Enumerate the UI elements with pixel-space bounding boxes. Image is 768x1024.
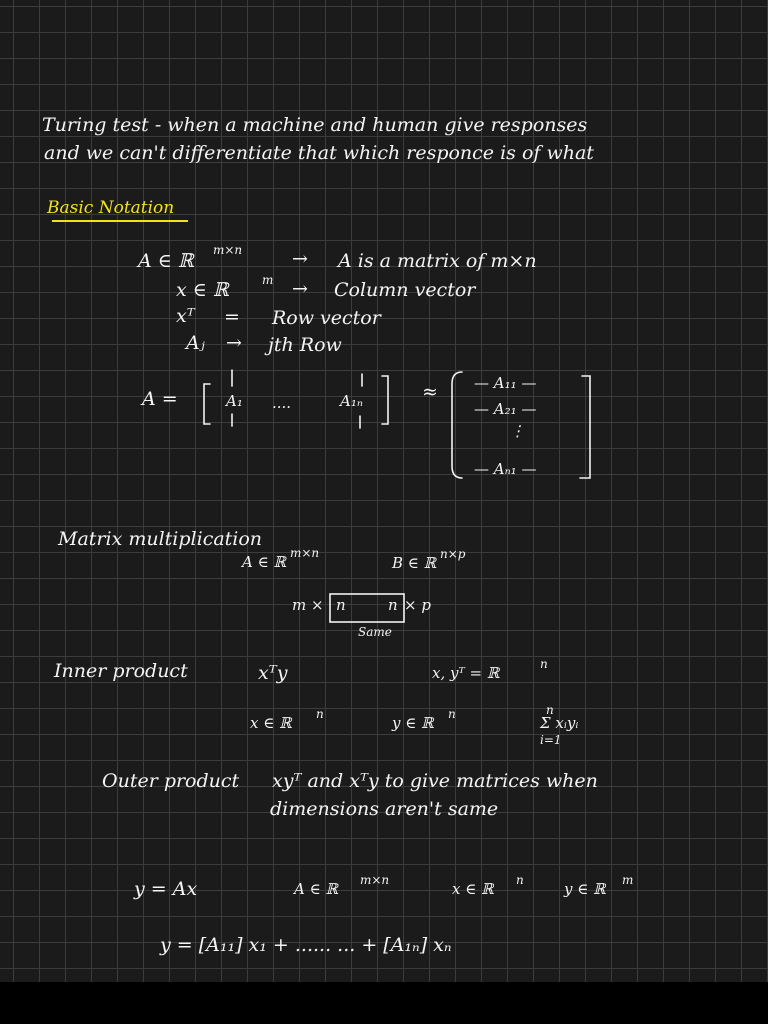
xy-in-r-sup: n	[540, 657, 548, 671]
column-an: A₁ₙ	[340, 392, 363, 410]
column-a1: A₁	[226, 392, 243, 410]
x-in-rn-sup: n	[316, 707, 324, 721]
equals: =	[224, 306, 240, 328]
a-j: Aⱼ	[186, 332, 205, 354]
x-in-r-n: x ∈ ℝ	[452, 880, 494, 898]
row-1: — A₁₁ —	[474, 374, 537, 392]
inner-dimension-box	[330, 594, 404, 622]
x-description: Column vector	[334, 279, 476, 301]
outer-product-text-2: dimensions aren't same	[270, 798, 499, 820]
sum-top: n	[546, 703, 554, 717]
a-in-r-mn-sup: m×n	[360, 873, 390, 887]
sum-expr: Σ xᵢyᵢ	[540, 714, 579, 732]
bottom-bar	[0, 982, 768, 1024]
y-in-rn-sup: n	[448, 707, 456, 721]
y-in-r-m: y ∈ ℝ	[564, 880, 606, 898]
arrow-2: →	[292, 278, 308, 300]
basic-notation-heading: Basic Notation	[47, 198, 175, 218]
column-expansion: y = [A₁₁] x₁ + ...... ... + [A₁ₙ] xₙ	[160, 934, 452, 956]
b-dimension-sup: n×p	[440, 547, 466, 561]
intro-line-1: Turing test - when a machine and human give responses	[42, 114, 588, 136]
row-2: — A₂₁ —	[474, 400, 537, 418]
y-in-rn: y ∈ ℝ	[392, 714, 434, 732]
column-bracket-left	[204, 384, 210, 424]
left-dimension: m ×	[292, 596, 324, 614]
a-dimension-sup: m×n	[290, 546, 320, 560]
arrow-1: →	[292, 248, 308, 270]
x-in-r: x ∈ ℝ	[176, 279, 229, 301]
a-equals: A =	[142, 388, 178, 410]
xy-in-r: x, yᵀ = ℝ	[432, 664, 500, 682]
sum-bottom: i=1	[540, 733, 562, 747]
arrow-3: →	[226, 332, 242, 354]
a-description: A is a matrix of m×n	[338, 250, 537, 272]
inner-product-expr: xᵀy	[258, 662, 288, 684]
right-dimension: × p	[404, 596, 431, 614]
inner-right: n	[388, 596, 398, 614]
a-in-r-sup: m×n	[213, 243, 243, 257]
column-dots: ....	[272, 394, 292, 412]
x-in-rn: x ∈ ℝ	[250, 714, 292, 732]
a-in-r: A ∈ ℝ	[138, 250, 194, 272]
y-equals-ax: y = Ax	[134, 878, 198, 900]
row-bracket-left	[452, 372, 462, 478]
xt-description: Row vector	[272, 307, 381, 329]
aj-description: jth Row	[268, 334, 342, 356]
column-bracket-right	[382, 376, 388, 424]
a-in-r-mn: A ∈ ℝ	[294, 880, 338, 898]
row-dots: ⋮	[510, 422, 525, 440]
outer-product-text: xyᵀ and xᵀy to give matrices when	[272, 770, 598, 792]
y-in-r-m-sup: m	[622, 873, 634, 887]
row-n: — Aₙ₁ —	[474, 460, 537, 478]
matrix-multiplication-heading: Matrix multiplication	[58, 528, 263, 550]
x-in-r-n-sup: n	[516, 873, 524, 887]
inner-product-label: Inner product	[54, 660, 188, 682]
outer-product-label: Outer product	[102, 770, 240, 792]
a-dimension: A ∈ ℝ	[242, 553, 286, 571]
intro-line-2: and we can't differentiate that which responce is of what	[44, 142, 594, 164]
x-transpose: xᵀ	[176, 305, 195, 327]
x-in-r-sup: m	[262, 273, 274, 287]
inner-left: n	[336, 596, 346, 614]
row-bracket-right	[580, 376, 590, 478]
same-label: Same	[358, 625, 392, 639]
approx-sign: ≈	[422, 381, 438, 403]
b-dimension: B ∈ ℝ	[392, 554, 437, 572]
